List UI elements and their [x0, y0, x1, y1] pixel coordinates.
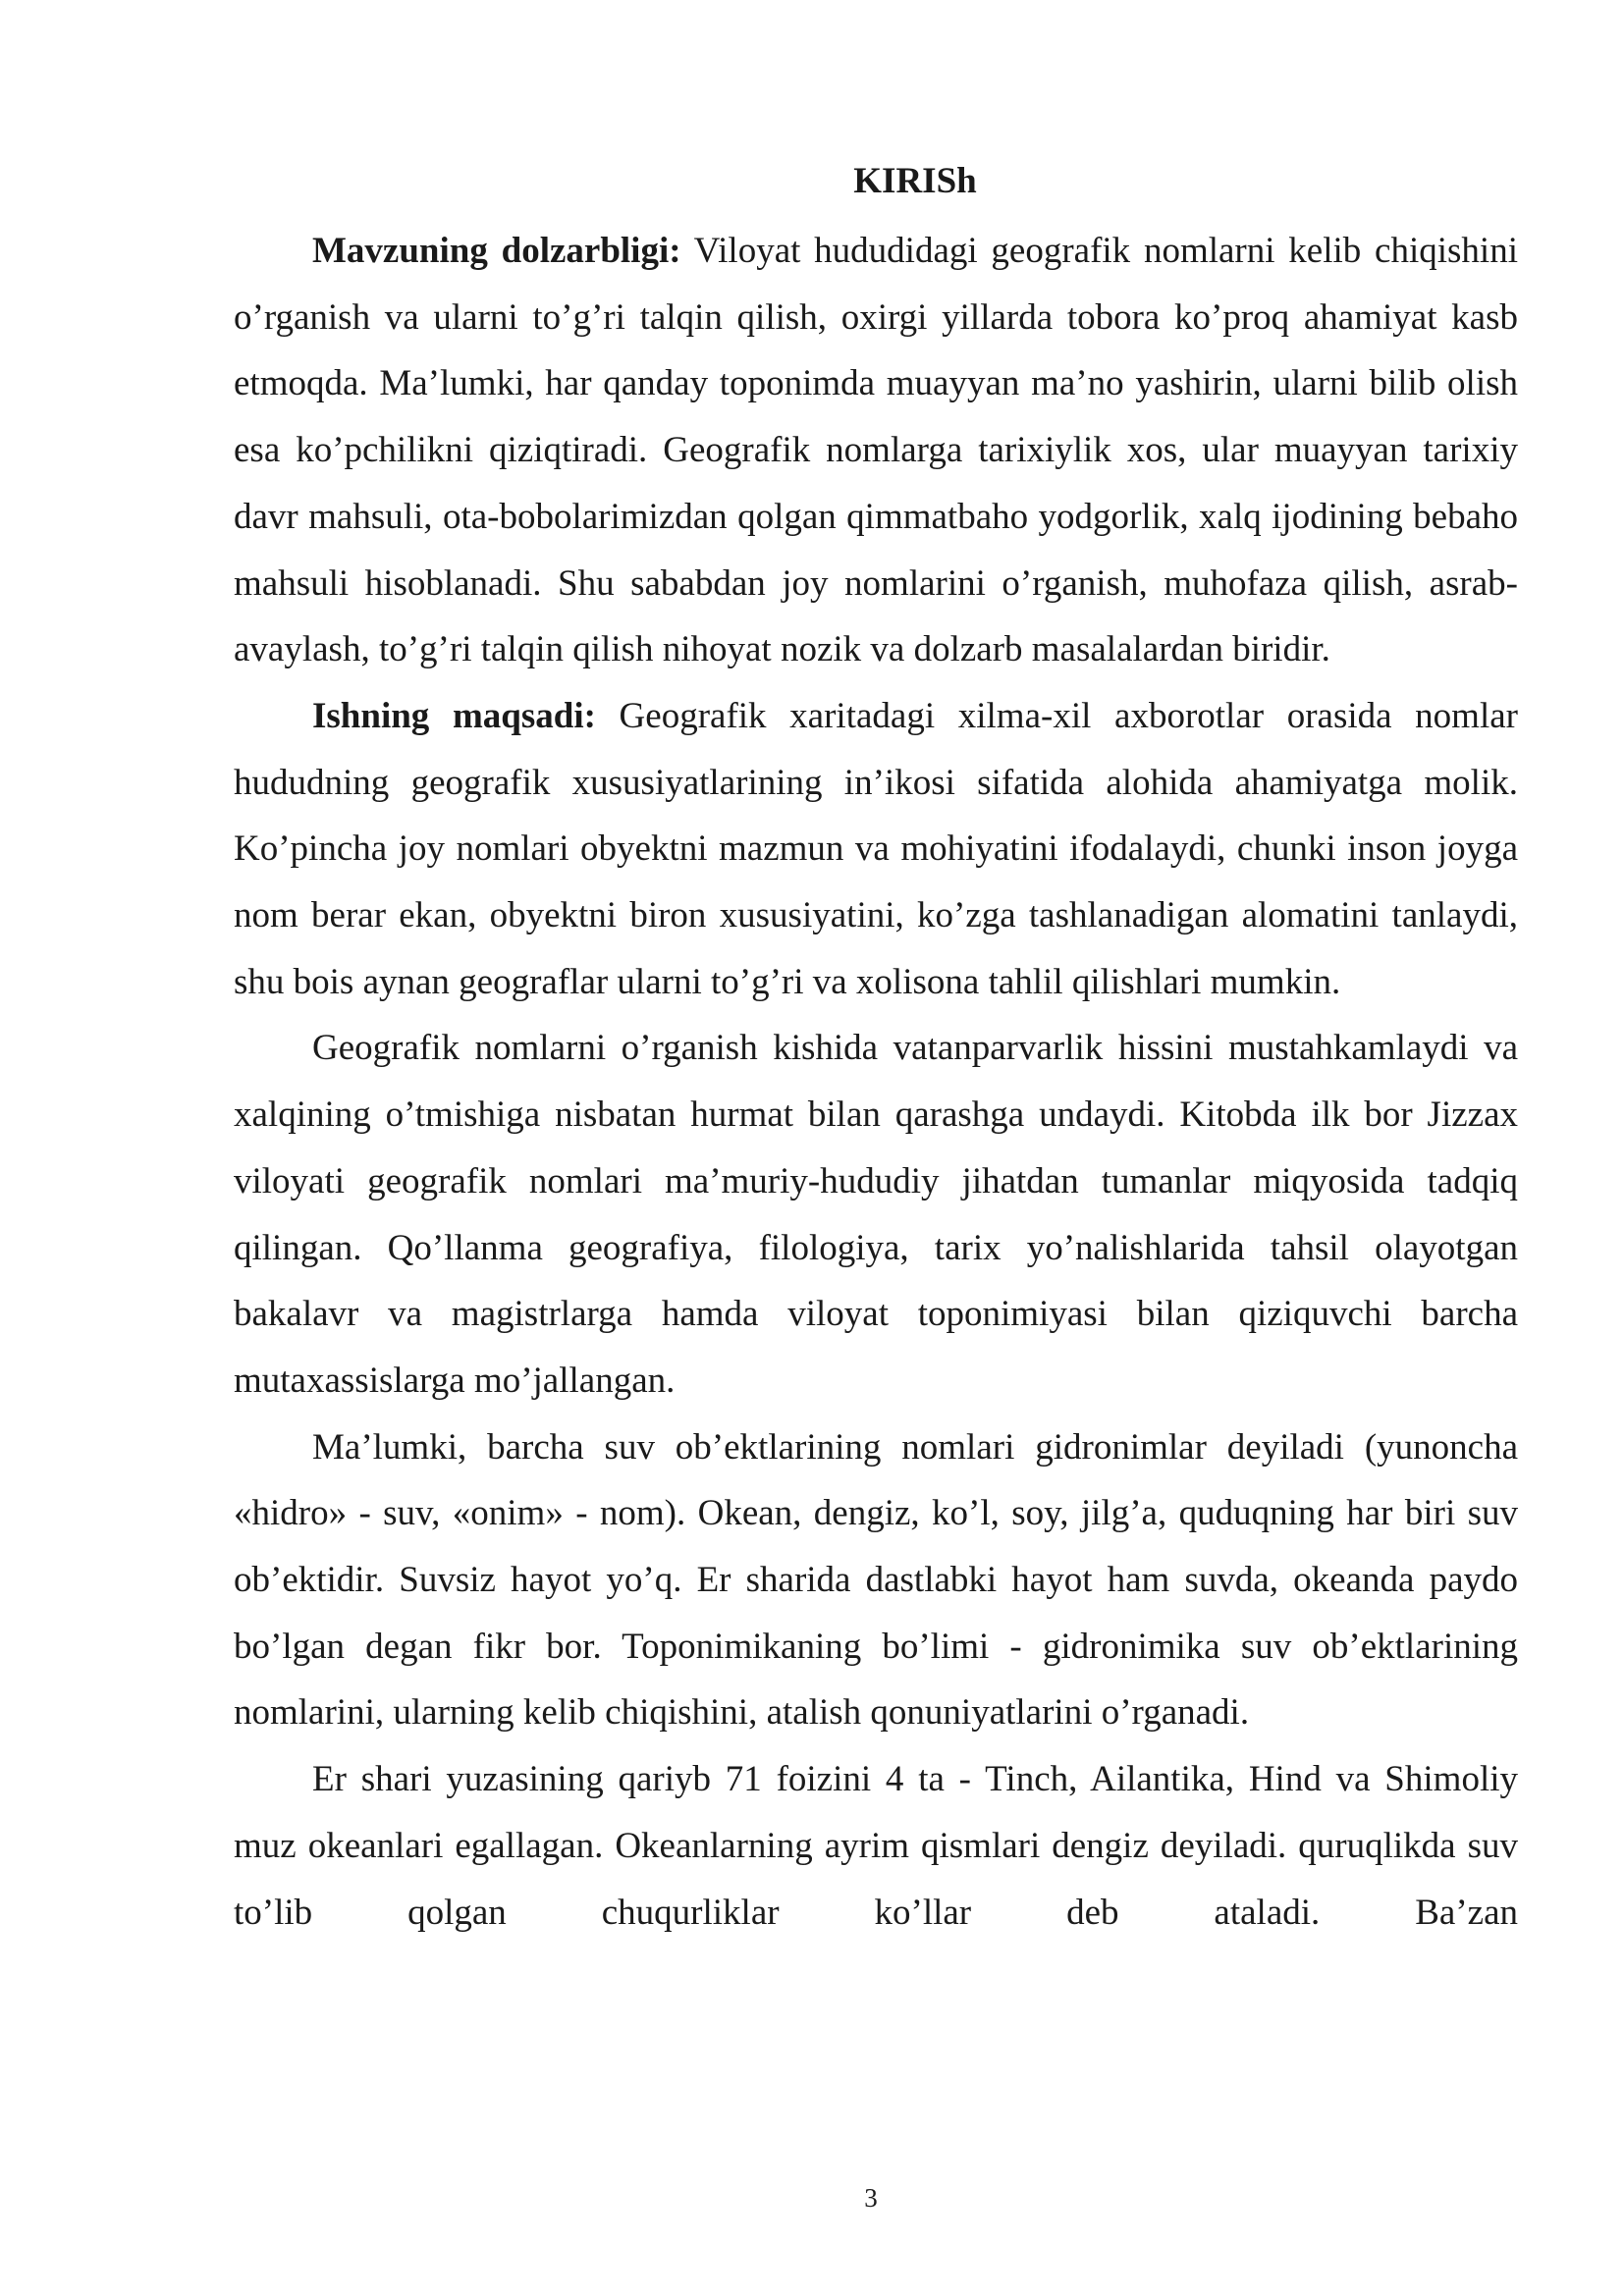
paragraph-text: Er shari yuzasining qariyb 71 foizini 4 ta - Tinch, Ailantika, Hind va Shimoliy muz okeanlari egallagan. Okeanlarning ayrim qismlari dengiz deyiladi. quruqlikda suv to’lib qolgan chuqurliklar ko’llar deb ataladi. Ba’zan [234, 1759, 1518, 1933]
page-number: 3 [864, 2183, 878, 2213]
paragraph-text: Viloyat hududidagi geografik nomlarni kelib chiqishini o’rganish va ularni to’g’ri talqin qilish, oxirgi yillarda tobora ko’proq ahamiyat kasb etmoqda. Ma’lumki, har qanday toponimda muayyan ma’no yashirin, ularni bilib olish esa ko’pchilikni qiziqtiradi. Geografik nomlarga tarixiylik xos, ular muayyan tarixiy davr mahsuli, ota-bobolarimizdan qolgan qimmatbaho yodgorlik, xalq ijodining bebaho mahsuli hisoblanadi. Shu sababdan joy nomlarini o’rganish, muhofaza qilish, asrab-avaylash, to’g’ri talqin qilish nihoyat nozik va dolzarb masalalardan biridir. [234, 231, 1518, 670]
paragraph-body [234, 1015, 1518, 1414]
paragraph-text: Geografik xaritadagi xilma-xil axborotlar orasida nomlar hududning geografik xususiyatlarining in’ikosi sifatida alohida ahamiyatga molik. Ko’pincha joy nomlari obyektni mazmun va mohiyatini ifodalaydi, chunki inson joyga nom berar ekan, obyektni biron xususiyatini, ko’zga tashlanadigan alomatini tanlaydi, shu bois aynan geograflar ularni to’g’ri va xolisona tahlil qilishlari mumkin. [234, 695, 1518, 1002]
paragraph-text: Ma’lumki, barcha suv ob’ektlarining nomlari gidronimlar deyiladi (yunoncha «hidro» - suv, «onim» - nom). Okean, dengiz, ko’l, soy, jilg’a, quduqning har biri suv ob’ektidir. Suvsiz hayot yo’q. Er sharida dastlabki hayot ham suvda, okeanda paydo bo’lgan degan fikr bor. Toponimikaning bo’limi - gidronimika suv ob’ektlarining nomlarini, ularning kelib chiqishini, atalish qonuniyatlarini o’rganadi. [234, 1426, 1518, 1734]
paragraph-body [234, 1415, 1518, 1747]
paragraph-lead: Mavzuning dolzarbligi: [312, 231, 681, 271]
document-page [234, 147, 1518, 1946]
paragraph-goal [234, 683, 1518, 1016]
paragraph-relevance [234, 218, 1518, 683]
paragraph-text: Geografik nomlarni o’rganish kishida vatanparvarlik hissini mustahkamlaydi va xalqining o’tmishiga nisbatan hurmat bilan qarashga undaydi. Kitobda ilk bor Jizzax viloyati geografik nomlari ma’muriy-hududiy jihatdan tumanlar miqyosida tadqiq qilingan. Qo’llanma geografiya, filologiya, tarix yo’nalishlarida tahsil olayotgan bakalavr va magistrlarga hamda viloyat toponimiyasi bilan qiziquvchi barcha mutaxassislarga mo’jallangan. [234, 1028, 1518, 1401]
paragraph-body-last [234, 1746, 1518, 1946]
paragraph-lead: Ishning maqsadi: [312, 695, 596, 736]
page-title: KIRISh [853, 161, 977, 201]
